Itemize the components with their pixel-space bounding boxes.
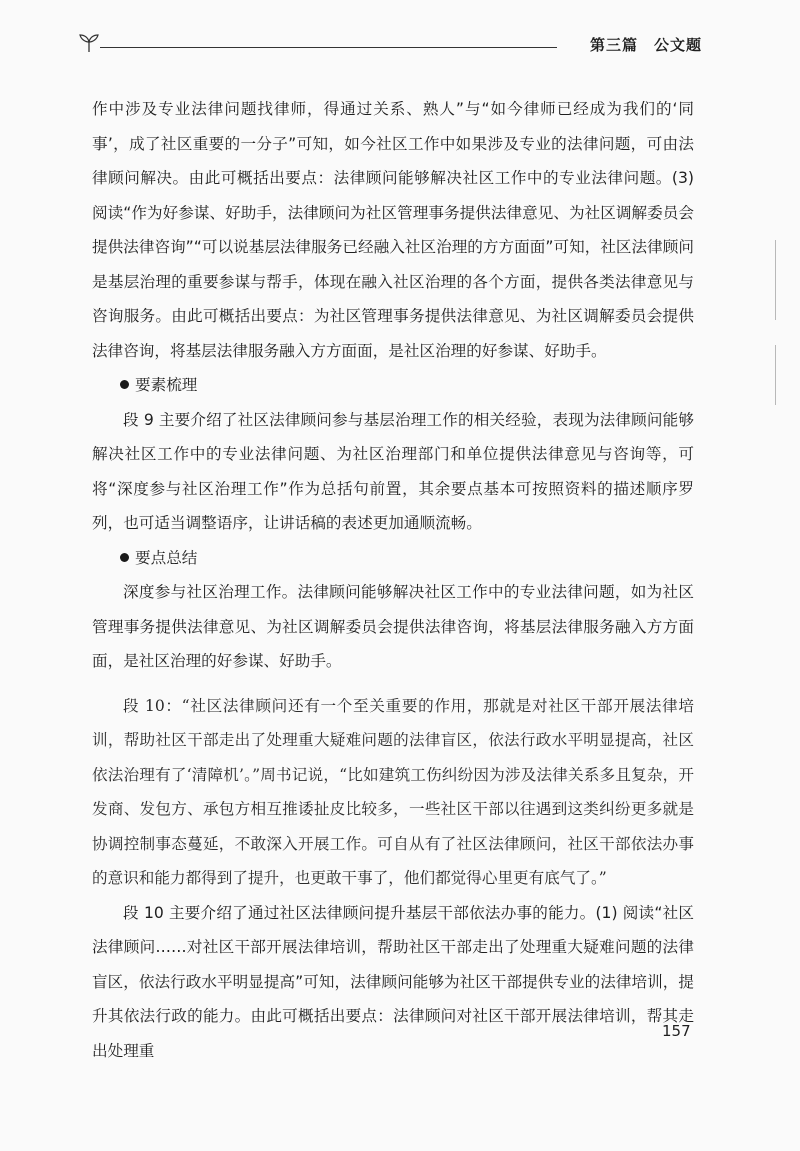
quoted-paragraph: 段 10：“社区法律顾问还有一个至关重要的作用，那就是对社区干部开展法律培训，帮助社区干部走出了处理重大疑难问题的法律盲区，依法行政水平明显提高，社区依法治理有了‘清障机’。”周书记说，“比如建筑工伤纠纷因为涉及法律关系多且复杂，开发商、发包方、承包方相互推诿扯皮比较多，一些社区干部以往遇到这类纠纷更多就是协调控制事态蔓延，不敢深入开展工作。可自从有了社区法律顾问，社区干部依法办事的意识和能力都得到了提升，也更敢干事了，他们都觉得心里更有底气了。” xyxy=(92,696,694,887)
bullet-dot-icon xyxy=(120,380,129,389)
scan-mark xyxy=(775,345,776,405)
paragraph-analysis: 段 9 主要介绍了社区法律顾问参与基层治理工作的相关经验，表现为法律顾问能够解决社区工作中的专业法律问题、为社区治理部门和单位提供法律意见与咨询等，可将“深度参与社区治理工作”作为总括句前置，其余要点基本可按照资料的描述顺序罗列，也可适当调整语序，让讲话稿的表述更加通顺流畅。 xyxy=(92,410,694,532)
bullet-heading-label: 要点总结 xyxy=(135,548,198,567)
paragraph-summary: 深度参与社区治理工作。法律顾问能够解决社区工作中的专业法律问题，如为社区管理事务提供法律意见、为社区调解委员会提供法律咨询，将基层法律服务融入方方面面，是社区治理的好参谋、好助手。 xyxy=(92,583,694,670)
scan-mark xyxy=(775,240,776,320)
bullet-heading-label: 要素梳理 xyxy=(135,376,198,394)
sprout-icon xyxy=(78,33,100,53)
section-label: 第三篇 公文题 xyxy=(589,36,702,54)
bullet-heading-summary xyxy=(92,541,694,576)
paragraph-explanation: 段 10 主要介绍了通过社区法律顾问提升基层干部依法办事的能力。(1) 阅读“社区法律顾问……对社区干部开展法律培训，帮助社区干部走出了处理重大疑难问题的法律盲区，依法行政水平明显提高”可知，法律顾问能够为社区干部提供专业的法律培训，提升其依法行政的能力。由此可概括出要点：法律顾问对社区干部开展法律培训，帮其走出处理重 xyxy=(92,903,694,1060)
page-body xyxy=(92,92,694,1068)
paragraph-continued: 作中涉及专业法律问题找律师，得通过关系、熟人”与“如今律师已经成为我们的‘同事’，成了社区重要的一分子”可知，如今社区工作中如果涉及专业的法律问题，可由法律顾问解决。由此可概括出要点：法律顾问能够解决社区工作中的专业法律问题。(3) 阅读“作为好参谋、好助手，法律顾问为社区管理事务提供法律意见、为社区调解委员会提供法律咨询”“可以说基层法律服务已经融入社区治理的方方面面”可知，社区法律顾问是基层治理的重要参谋与帮手，体现在融入社区治理的各个方面，提供各类法律意见与咨询服务。由此可概括出要点：为社区管理事务提供法律意见、为社区调解委员会提供法律咨询，将基层法律服务融入方方面面，是社区治理的好参谋、好助手。 xyxy=(92,100,694,360)
bullet-dot-icon xyxy=(120,553,129,562)
running-header xyxy=(78,30,702,60)
page-number: 157 xyxy=(662,1022,691,1040)
header-rule xyxy=(100,47,557,48)
bullet-heading-elements xyxy=(92,368,694,403)
quoted-material xyxy=(92,689,694,896)
